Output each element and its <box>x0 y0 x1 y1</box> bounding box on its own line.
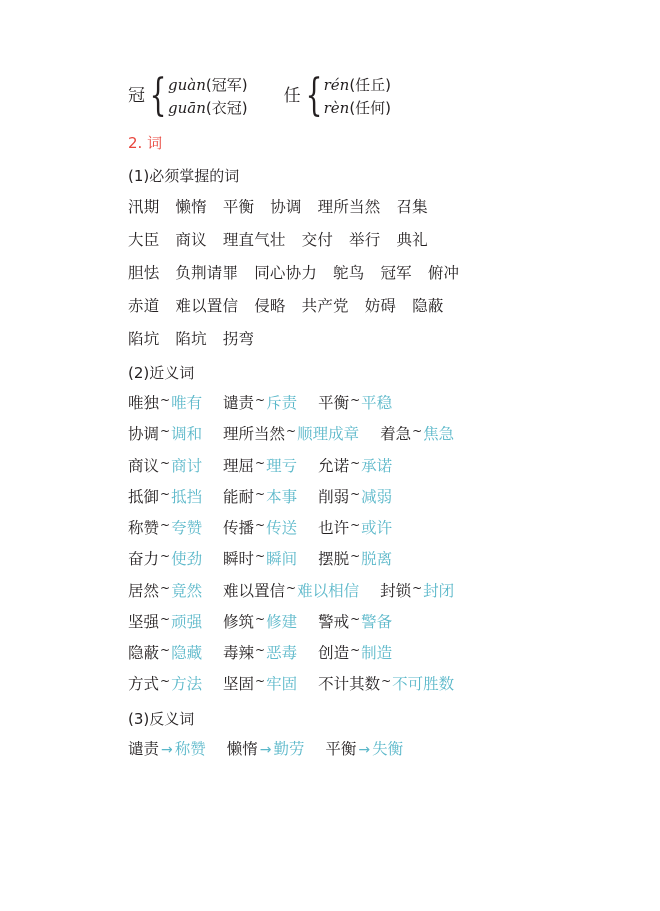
synonym-pair <box>128 642 202 665</box>
synonym-right: 难以相信 <box>297 581 360 600</box>
synonym-pair <box>318 392 392 415</box>
word: 拐弯 <box>222 330 255 349</box>
synonym-right: 唯有 <box>171 394 203 413</box>
synonym-right: 焦急 <box>423 425 455 444</box>
synonym-right: 夸赞 <box>171 519 203 538</box>
synonym-row <box>128 423 598 446</box>
gloss-text: (任何) <box>349 98 392 117</box>
antonym-pair <box>325 738 403 761</box>
word: 商议 <box>175 231 207 250</box>
subheading-synonyms: (2)近义词 <box>128 364 195 383</box>
polyphone-head-char: 任 <box>283 86 301 106</box>
synonym-left: 摆脱 <box>318 550 350 569</box>
word: 难以置信 <box>175 297 239 316</box>
tilde-icon: ~ <box>350 486 361 501</box>
word: 理直气壮 <box>222 231 286 250</box>
tilde-icon: ~ <box>255 518 266 533</box>
tilde-icon: ~ <box>350 643 361 658</box>
word-row <box>128 228 598 252</box>
tilde-icon: ~ <box>412 424 423 439</box>
synonym-pair <box>318 548 392 571</box>
word: 赤道 <box>128 297 160 316</box>
synonym-pair <box>128 423 202 446</box>
word: 侵略 <box>254 297 286 316</box>
synonym-left: 创造 <box>318 644 350 663</box>
synonym-pair <box>223 580 359 603</box>
synonym-right: 使劲 <box>171 550 203 569</box>
synonym-right: 脱离 <box>361 550 393 569</box>
synonym-left: 瞬时 <box>223 550 255 569</box>
synonym-left: 传播 <box>223 519 255 538</box>
synonym-left: 封锁 <box>380 581 412 600</box>
synonym-pair <box>223 392 297 415</box>
word: 懒惰 <box>175 198 207 216</box>
tilde-icon: ~ <box>350 611 361 626</box>
tilde-icon: ~ <box>160 424 171 439</box>
synonym-right: 传送 <box>266 519 298 538</box>
tilde-icon: ~ <box>255 549 266 564</box>
synonym-pair <box>223 486 297 509</box>
synonym-pair <box>128 580 202 603</box>
synonym-right: 制造 <box>361 644 393 663</box>
tilde-icon: ~ <box>286 424 297 439</box>
synonym-right: 理亏 <box>266 456 298 475</box>
antonym-left: 懒惰 <box>226 739 258 758</box>
synonym-pair <box>223 548 297 571</box>
synonym-pair <box>223 423 359 446</box>
synonym-pair <box>380 423 454 446</box>
synonym-left: 允诺 <box>318 456 350 475</box>
synonym-pair <box>318 517 392 540</box>
word: 陷坑 <box>175 330 207 349</box>
synonym-left: 理所当然 <box>223 425 286 444</box>
synonym-right: 本事 <box>266 487 298 506</box>
word: 同心协力 <box>254 264 318 283</box>
synonym-pair <box>223 455 297 478</box>
page-content <box>128 69 598 769</box>
word: 大臣 <box>128 231 160 250</box>
synonym-row <box>128 392 598 415</box>
word: 鸵鸟 <box>333 264 365 283</box>
pinyin-text: rén <box>323 76 350 94</box>
synonym-right: 方法 <box>171 675 203 694</box>
word: 妨碍 <box>364 297 397 316</box>
word: 隐蔽 <box>412 297 444 316</box>
tilde-icon: ~ <box>160 549 171 564</box>
synonym-right: 抵挡 <box>171 487 203 506</box>
synonym-pair <box>128 455 202 478</box>
synonym-pair <box>318 455 392 478</box>
tilde-icon: ~ <box>160 674 171 689</box>
tilde-icon: ~ <box>286 580 297 595</box>
word: 平衡 <box>222 198 255 216</box>
synonym-right: 瞬间 <box>266 550 298 569</box>
synonym-right: 或许 <box>361 519 393 538</box>
antonym-right: 失衡 <box>372 739 404 758</box>
word: 冠军 <box>380 264 412 283</box>
synonym-right: 修建 <box>266 612 298 631</box>
polyphone-reading <box>168 74 248 97</box>
left-brace-icon: { <box>149 69 167 121</box>
word: 汛期 <box>128 198 160 216</box>
synonym-row <box>128 548 598 571</box>
polyphone-brace-row <box>128 69 598 121</box>
synonym-pair <box>128 392 202 415</box>
synonym-left: 警戒 <box>318 612 350 631</box>
synonym-right: 顺理成章 <box>297 425 360 444</box>
synonym-pair <box>128 611 202 634</box>
word: 陷坑 <box>128 330 160 349</box>
synonym-row <box>128 486 598 509</box>
arrow-right-icon: → <box>161 741 173 758</box>
synonym-right: 警备 <box>361 612 393 631</box>
word: 召集 <box>396 198 428 216</box>
synonym-left: 能耐 <box>223 487 255 506</box>
polyphone-group-ren <box>283 69 392 121</box>
antonym-pair <box>128 738 206 761</box>
antonym-row <box>128 738 598 761</box>
synonym-left: 协调 <box>128 425 160 444</box>
synonym-left: 坚强 <box>128 612 160 631</box>
synonym-pair <box>318 642 392 665</box>
synonym-pair <box>223 642 297 665</box>
synonym-pair <box>223 611 297 634</box>
word: 俯冲 <box>427 264 460 283</box>
word-row <box>128 294 598 318</box>
synonym-left: 不计其数 <box>318 675 381 694</box>
synonym-pair <box>223 517 297 540</box>
synonym-left: 修筑 <box>223 612 255 631</box>
synonym-pair <box>380 580 454 603</box>
synonym-right: 隐藏 <box>171 644 203 663</box>
tilde-icon: ~ <box>412 580 423 595</box>
section-heading-ci: 2. 词 <box>128 134 163 152</box>
pinyin-text: rèn <box>323 98 350 117</box>
left-brace-icon: { <box>305 69 322 121</box>
polyphone-reading <box>324 97 391 120</box>
polyphone-reading <box>324 74 391 97</box>
tilde-icon: ~ <box>350 518 361 533</box>
synonym-left: 奋力 <box>128 550 160 569</box>
synonym-right: 斥责 <box>266 394 298 413</box>
pinyin-text: guàn <box>168 76 206 94</box>
antonym-pair <box>227 738 305 761</box>
word: 举行 <box>349 231 381 250</box>
polyphone-group-guan <box>128 69 248 121</box>
synonym-left: 削弱 <box>318 487 350 506</box>
tilde-icon: ~ <box>255 393 266 408</box>
synonym-left: 着急 <box>380 425 412 444</box>
tilde-icon: ~ <box>160 643 171 658</box>
subheading-must-know: (1)必须掌握的词 <box>128 167 240 185</box>
synonym-left: 称赞 <box>128 519 160 538</box>
tilde-icon: ~ <box>255 455 266 470</box>
synonym-pair <box>128 548 202 571</box>
synonym-left: 难以置信 <box>223 581 286 600</box>
synonym-left: 平衡 <box>318 394 350 413</box>
arrow-right-icon: → <box>358 741 371 758</box>
synonym-right: 不可胜数 <box>392 675 455 694</box>
synonym-left: 毒辣 <box>223 644 255 663</box>
synonym-right: 竟然 <box>171 581 203 600</box>
synonym-left: 也许 <box>318 519 350 538</box>
subheading-antonyms: (3)反义词 <box>128 709 195 728</box>
synonym-pair <box>318 486 392 509</box>
polyphone-readings <box>324 74 391 119</box>
polyphone-readings <box>168 74 248 119</box>
synonym-row <box>128 642 598 665</box>
antonym-right: 勤劳 <box>273 739 305 758</box>
synonym-row <box>128 580 598 603</box>
antonym-left: 平衡 <box>325 739 357 758</box>
word: 协调 <box>270 198 302 216</box>
word: 典礼 <box>396 231 428 250</box>
synonym-pair <box>223 673 297 696</box>
synonym-right: 恶毒 <box>266 644 298 663</box>
tilde-icon: ~ <box>350 549 361 564</box>
synonym-row <box>128 611 598 634</box>
tilde-icon: ~ <box>160 611 171 626</box>
synonym-left: 方式 <box>128 675 160 694</box>
synonym-right: 商讨 <box>171 456 203 475</box>
gloss-text: (衣冠) <box>205 98 248 117</box>
word: 胆怯 <box>128 264 160 283</box>
word: 交付 <box>301 231 334 250</box>
synonym-left: 隐蔽 <box>128 644 160 663</box>
tilde-icon: ~ <box>160 486 171 501</box>
synonym-row <box>128 455 598 478</box>
synonym-left: 理屈 <box>223 456 255 475</box>
polyphone-head-char: 冠 <box>128 86 145 106</box>
tilde-icon: ~ <box>255 643 266 658</box>
tilde-icon: ~ <box>160 393 171 408</box>
tilde-icon: ~ <box>350 455 361 470</box>
synonym-right: 顽强 <box>171 612 203 631</box>
tilde-icon: ~ <box>160 455 171 470</box>
synonym-right: 封闭 <box>423 581 455 600</box>
synonym-pair <box>318 611 392 634</box>
arrow-right-icon: → <box>259 741 272 758</box>
antonym-left: 谴责 <box>128 739 160 758</box>
word: 共产党 <box>301 297 349 316</box>
synonym-right: 平稳 <box>361 394 393 413</box>
word-row <box>128 327 598 351</box>
gloss-text: (任丘) <box>349 76 392 94</box>
synonym-pair <box>318 673 454 696</box>
tilde-icon: ~ <box>350 393 361 408</box>
synonym-right: 牢固 <box>266 675 298 694</box>
tilde-icon: ~ <box>381 674 392 689</box>
synonym-pair <box>128 486 202 509</box>
synonym-left: 居然 <box>128 581 160 600</box>
tilde-icon: ~ <box>255 486 266 501</box>
tilde-icon: ~ <box>160 518 171 533</box>
synonym-right: 承诺 <box>361 456 393 475</box>
synonym-right: 减弱 <box>361 487 393 506</box>
gloss-text: (冠军) <box>205 76 248 94</box>
synonym-left: 商议 <box>128 456 160 475</box>
word-row <box>128 261 598 285</box>
synonym-left: 抵御 <box>128 487 160 506</box>
word: 理所当然 <box>317 198 381 216</box>
synonym-pair <box>128 673 202 696</box>
synonym-pair <box>128 517 202 540</box>
word-row <box>128 195 598 219</box>
word: 负荆请罪 <box>175 264 239 283</box>
tilde-icon: ~ <box>160 580 171 595</box>
synonym-right: 调和 <box>171 425 203 444</box>
synonym-row <box>128 673 598 696</box>
tilde-icon: ~ <box>255 674 266 689</box>
pinyin-text: guān <box>168 98 206 117</box>
polyphone-reading <box>168 97 248 120</box>
tilde-icon: ~ <box>255 611 266 626</box>
synonym-left: 谴责 <box>223 394 255 413</box>
synonym-row <box>128 517 598 540</box>
synonym-left: 坚固 <box>223 675 255 694</box>
synonym-left: 唯独 <box>128 394 160 413</box>
antonym-right: 称赞 <box>174 739 206 758</box>
